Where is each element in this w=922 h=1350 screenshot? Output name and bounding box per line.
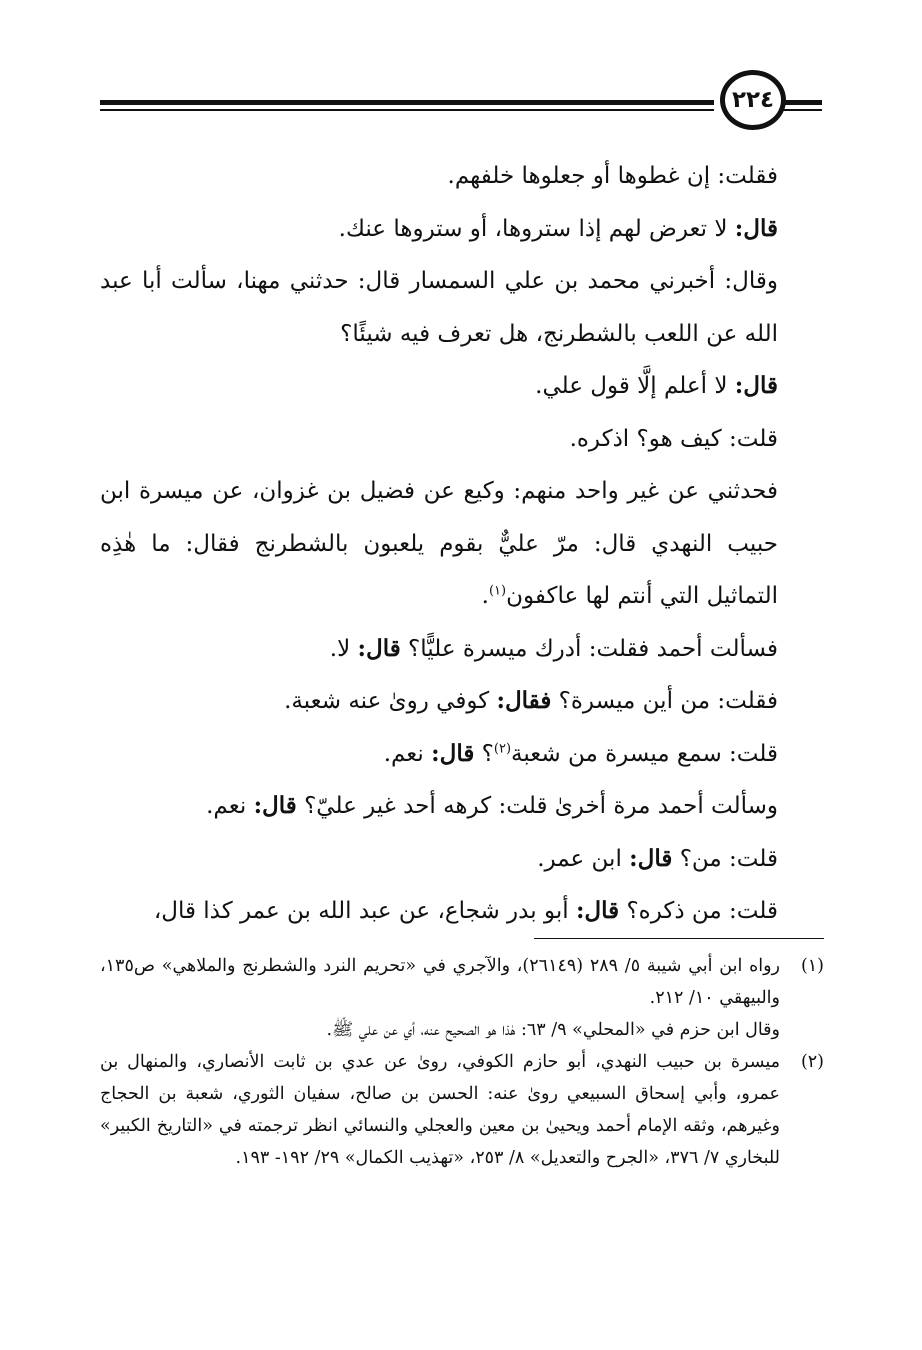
speaker-label: قال: <box>734 372 778 399</box>
speaker-label: قال: <box>431 739 475 767</box>
header-rule-thin <box>100 109 714 111</box>
speaker-label: قال: <box>357 634 401 662</box>
speaker-label: قال: <box>253 792 297 819</box>
paragraph-8 <box>100 675 824 728</box>
paragraph-10 <box>100 780 824 833</box>
footnote-number: (٢) <box>800 1052 824 1072</box>
paragraph-text: قلت: من؟ <box>672 845 778 872</box>
paragraph-text: وقال: أخبرني محمد بن علي السمسار قال: حدثني مهنا، سألت أبا عبد الله عن اللعب بالشطرنج، هل تعرف فيه شيئًا؟ <box>100 268 778 347</box>
paragraph-5 <box>100 413 824 466</box>
paragraph-6 <box>100 465 824 623</box>
footnotes <box>100 950 824 1174</box>
question-mark: ؟ <box>474 740 494 767</box>
paragraph-text: فسألت أحمد فقلت: أدرك ميسرة عليًّا؟ <box>400 635 778 662</box>
footnote-1 <box>100 950 824 1014</box>
footnote-separator <box>534 938 824 939</box>
paragraph-1 <box>100 150 824 203</box>
page-number: ٢٢٤ <box>731 87 775 113</box>
footnote-text: ميسرة بن حبيب النهدي، أبو حازم الكوفي، روىٰ عن عدي بن ثابت الأنصاري، والمنهال بن عمرو، وأبي إسحاق السبيعي روىٰ عنه: الحسن بن صالح، سفيان الثوري، شعبة بن الحجاج وغيرهم، وثقه الإمام أحمد ويحيىٰ بن معين والعجلي والنسائي انظر ترجمته في «التاريخ الكبير» للبخاري ٧/ ٣٧٦، «الجرح والتعديل» ٨/ ٢٥٣، «تهذيب الكمال» ٢٩/ ١٩٢- ١٩٣. <box>100 1052 780 1168</box>
paragraph-text: لا تعرض لهم إذا ستروها، أو ستروها عنك. <box>338 215 735 242</box>
paragraph-text: قلت: سمع ميسرة من شعبة <box>511 740 778 767</box>
footnote-ref-2[interactable]: (٢) <box>493 740 512 756</box>
paragraph-text: فقلت: إن غطوها أو جعلوها خلفهم. <box>447 163 778 189</box>
paragraph-text: وسألت أحمد مرة أخرىٰ قلت: كرهه أحد غير عليّ؟ <box>296 793 778 819</box>
header-rule-right-thin <box>782 109 822 111</box>
paragraph-2 <box>100 203 824 256</box>
paragraph-text: فقلت: من أين ميسرة؟ <box>551 688 778 714</box>
paragraph-text: قلت: كيف هو؟ اذكره. <box>569 425 778 452</box>
speaker-label: قال: <box>575 897 620 924</box>
paragraph-11 <box>100 833 824 886</box>
footnote-number: (١) <box>800 956 824 976</box>
footnote-ref-1[interactable]: (١) <box>488 583 507 599</box>
header-rule-thick <box>100 100 714 105</box>
page-header <box>100 70 822 132</box>
speaker-label: قال: <box>629 844 673 872</box>
speaker-label: قال: <box>734 214 778 242</box>
paragraph-9 <box>100 728 824 781</box>
answer-text: لا. <box>329 635 358 662</box>
paragraph-text: لا أعلم إلَّا قول علي. <box>535 373 735 399</box>
paragraph-end: . <box>481 583 489 609</box>
paragraph-text: قلت: من ذكره؟ <box>619 898 778 924</box>
footnote-2 <box>100 1046 824 1174</box>
paragraph-3 <box>100 255 824 360</box>
paragraph-4 <box>100 360 824 413</box>
answer-text: أبو بدر شجاع، عن عبد الله بن عمر كذا قال، <box>153 898 576 924</box>
page-number-badge <box>720 70 786 130</box>
paragraph-12 <box>100 885 824 938</box>
footnote-text: رواه ابن أبي شيبة ٥/ ٢٨٩ (٢٦١٤٩)، والآجري في «تحريم النرد والشطرنج والملاهي» ص١٣٥، والبيهقي ١٠/ ٢١٢. <box>100 956 781 1008</box>
paragraph-text: فحدثني عن غير واحد منهم: وكيع عن فضيل بن غزوان، عن ميسرة ابن حبيب النهدي قال: مرّ عليٌّ بقوم يلعبون بالشطرنج فقال: ما هٰذِه التماثيل التي أنتم لها عاكفون <box>100 478 778 609</box>
answer-text: كوفي روىٰ عنه شعبة. <box>284 688 497 714</box>
speaker-label: فقال: <box>496 687 552 714</box>
paragraph-7 <box>100 623 824 676</box>
answer-text: نعم. <box>206 793 254 819</box>
header-rule-right <box>782 100 822 105</box>
answer-text: نعم. <box>383 740 432 767</box>
answer-text: ابن عمر. <box>537 845 630 872</box>
footnote-1-extra: وقال ابن حزم في «المحلي» ٩/ ٦٣: هٰذا هو الصحيح عنه، أي عن علي ﷺ. <box>326 1020 780 1040</box>
main-text <box>100 150 824 938</box>
